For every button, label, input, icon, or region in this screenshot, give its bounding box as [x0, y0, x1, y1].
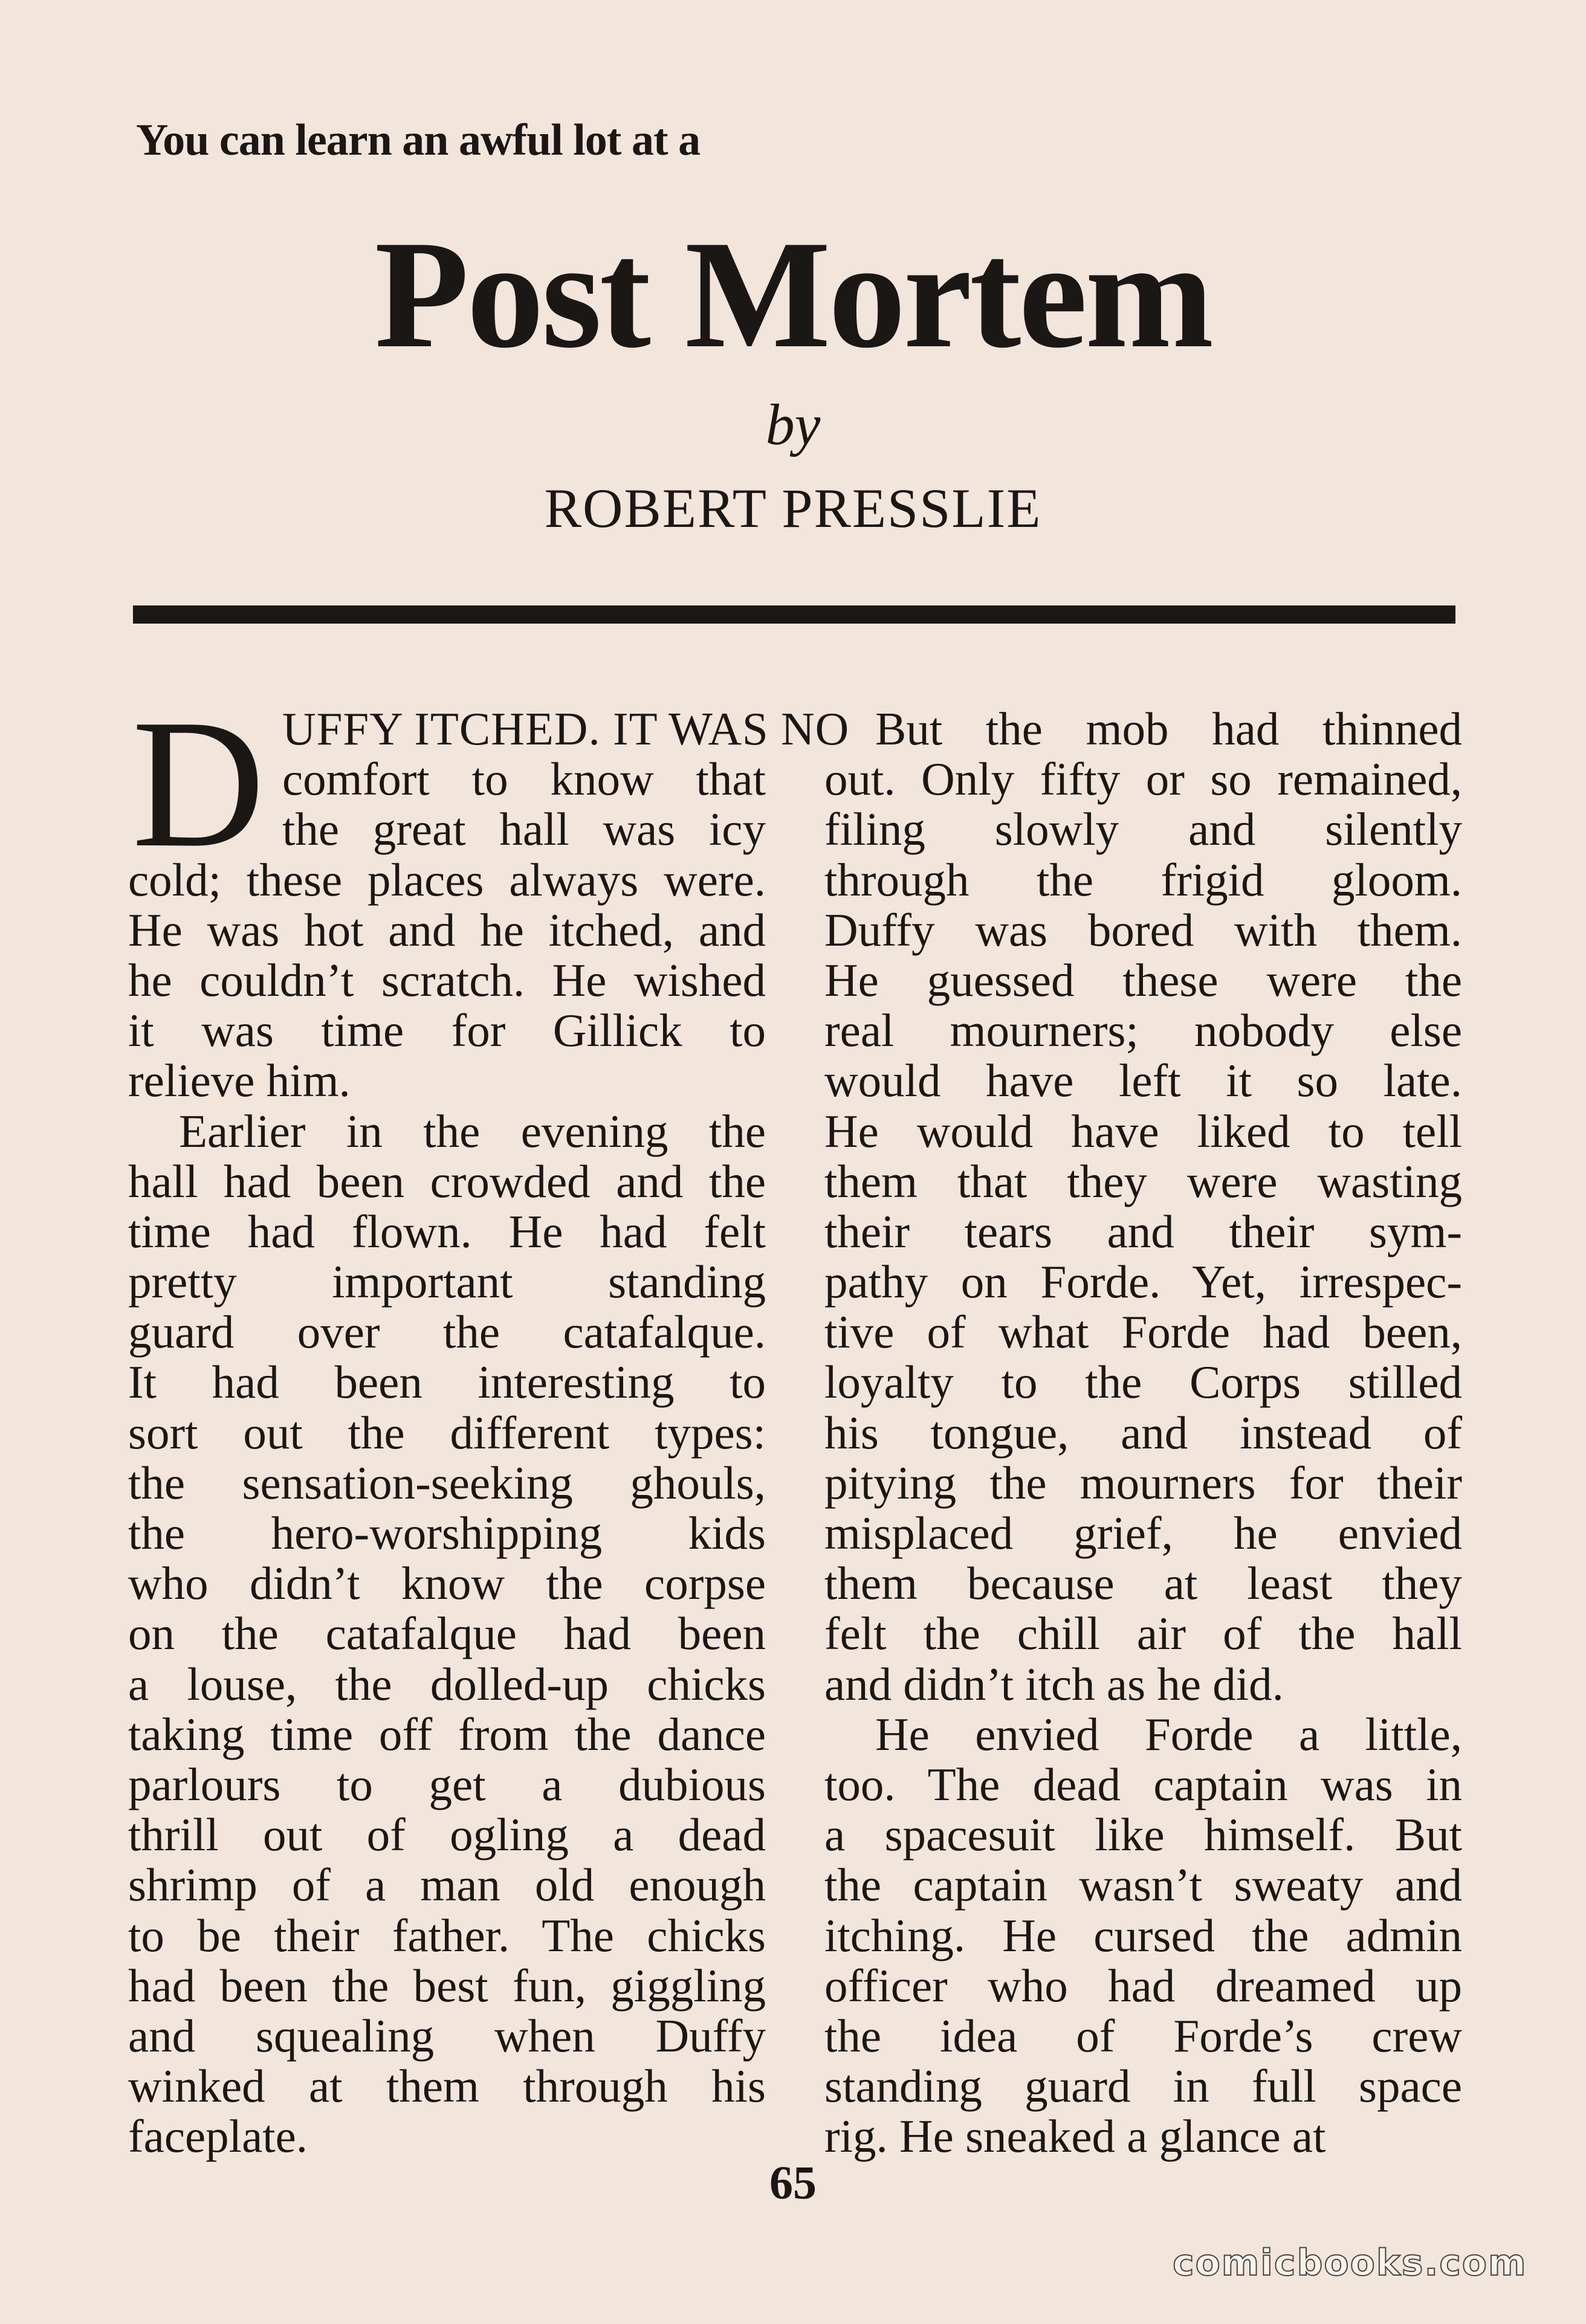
text-line: the sensation-seeking ghouls, [128, 1456, 766, 1509]
text-line: Duffy was bored with them. [824, 903, 1462, 956]
text-line: sort out the different types: [128, 1406, 766, 1459]
text-line: the captain wasn’t sweaty and [824, 1859, 1462, 1911]
text-line: the hero-worshipping kids [128, 1507, 766, 1559]
text-line: He guessed these were the [824, 954, 1462, 1006]
watermark: comicbooks.com [1173, 2242, 1527, 2284]
author-name: ROBERT PRESSLIE [544, 477, 1042, 539]
text-line: on the catafalque had been [128, 1607, 766, 1660]
text-line: to be their father. The chicks [128, 1909, 766, 1961]
text-line: a louse, the dolled-up chicks [128, 1657, 766, 1710]
text-line: He would have liked to tell [824, 1105, 1462, 1157]
text-line: UFFY ITCHED. IT WAS NO [282, 703, 850, 755]
text-line: the idea of Forde’s crew [824, 2009, 1462, 2062]
text-line: felt the chill air of the hall [824, 1607, 1462, 1660]
text-line: relieve him. [128, 1054, 351, 1107]
page-number: 65 [769, 2156, 817, 2209]
text-line: would have left it so late. [824, 1054, 1462, 1107]
text-line: cold; these places always were. [128, 853, 766, 906]
text-line: he couldn’t scratch. He wished [128, 954, 766, 1006]
text-line: and squealing when Duffy [128, 2009, 766, 2062]
text-line: pathy on Forde. Yet, irrespec- [824, 1256, 1462, 1308]
byline-by: by [765, 392, 821, 457]
text-line: tive of what Forde had been, [824, 1306, 1462, 1358]
text-line: shrimp of a man old enough [128, 1859, 766, 1911]
text-line: taking time off from the dance [128, 1708, 766, 1760]
text-line: it was time for Gillick to [128, 1004, 766, 1057]
text-line: misplaced grief, he envied [824, 1507, 1462, 1559]
text-column-left [128, 681, 850, 2163]
text-line: their tears and their sym- [824, 1205, 1462, 1257]
text-line: It had been interesting to [128, 1356, 766, 1409]
text-line: filing slowly and silently [824, 803, 1462, 856]
text-line: them because at least they [824, 1557, 1462, 1610]
text-line: a spacesuit like himself. But [824, 1809, 1462, 1861]
text-line: too. The dead captain was in [824, 1758, 1462, 1810]
teaser-line: You can learn an awful lot at a [136, 115, 701, 165]
text-line: through the frigid gloom. [824, 853, 1462, 906]
text-line: the great hall was icy [282, 803, 766, 856]
text-line: winked at them through his [128, 2060, 766, 2113]
text-line: thrill out of ogling a dead [128, 1809, 766, 1861]
text-line: real mourners; nobody else [824, 1004, 1462, 1057]
text-line: and didn’t itch as he did. [824, 1657, 1284, 1710]
text-line: parlours to get a dubious [128, 1758, 766, 1810]
text-line: loyalty to the Corps stilled [824, 1356, 1462, 1409]
text-line: He envied Forde a little, [875, 1708, 1462, 1760]
text-column-right [824, 704, 1462, 2161]
text-line: them that they were wasting [824, 1155, 1462, 1207]
text-line: But the mob had thinned [875, 703, 1462, 755]
text-line: rig. He sneaked a glance at [824, 2110, 1326, 2163]
text-line: pretty important standing [128, 1256, 766, 1308]
text-line: out. Only fifty or so remained, [824, 753, 1462, 805]
text-line: time had flown. He had felt [128, 1205, 766, 1257]
text-line: his tongue, and instead of [824, 1406, 1462, 1459]
header-rule [133, 605, 1455, 624]
text-line: Earlier in the evening the [179, 1105, 766, 1157]
text-line: guard over the catafalque. [128, 1306, 766, 1358]
text-line: faceplate. [128, 2110, 308, 2163]
text-line: itching. He cursed the admin [824, 1909, 1462, 1961]
text-line: comfort to know that [282, 753, 766, 805]
text-line: who didn’t know the corpse [128, 1557, 766, 1610]
text-line: He was hot and he itched, and [128, 903, 766, 956]
story-title: Post Mortem [374, 209, 1212, 380]
text-line: standing guard in full space [824, 2060, 1462, 2113]
text-line: had been the best fun, giggling [128, 1959, 766, 2012]
text-line: pitying the mourners for their [824, 1456, 1462, 1509]
drop-cap: D [132, 681, 265, 885]
text-line: officer who had dreamed up [824, 1959, 1462, 2012]
text-line: hall had been crowded and the [128, 1155, 766, 1207]
